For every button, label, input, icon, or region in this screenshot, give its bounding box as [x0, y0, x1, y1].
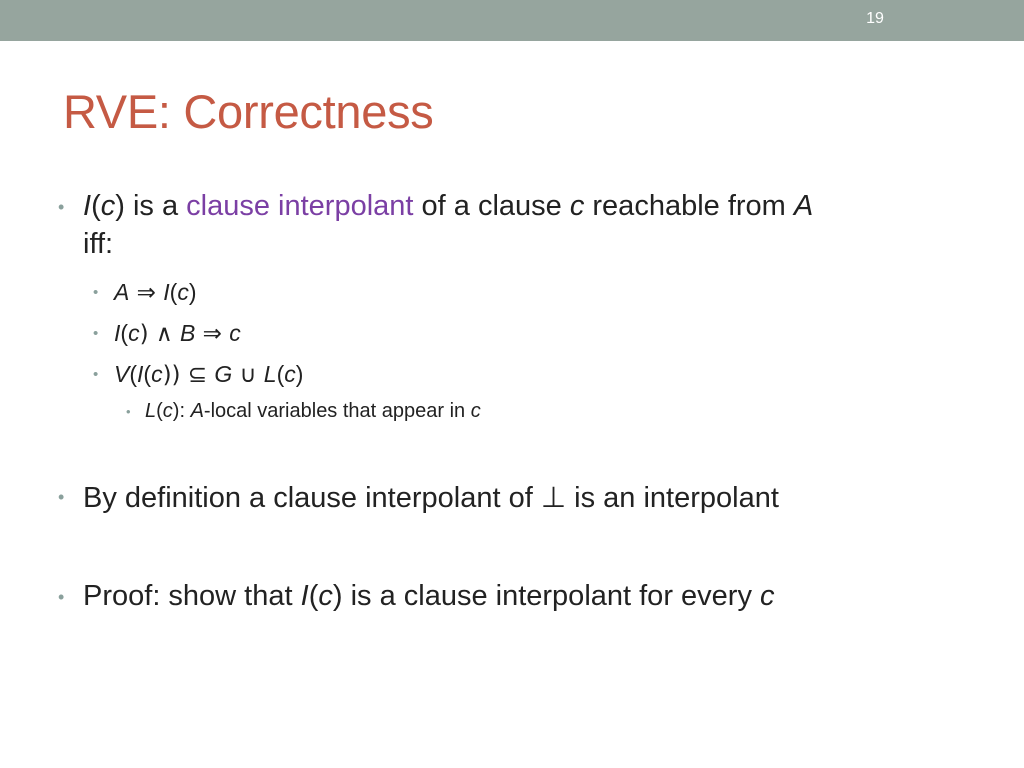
math-c: c — [100, 190, 116, 222]
bullet-clause-interpolant-definition — [58, 190, 814, 223]
text-fragment: ( — [91, 190, 101, 222]
text-fragment: iff: — [83, 228, 114, 260]
bottom-symbol: ⊥ — [540, 480, 567, 514]
math-c: c — [284, 361, 296, 387]
math-i: I — [114, 320, 121, 346]
text-fragment: ( — [129, 361, 138, 387]
math-i: I — [83, 190, 92, 222]
math-i: I — [163, 279, 170, 305]
math-c: c — [128, 320, 140, 346]
text-fragment: of a clause — [413, 190, 570, 222]
math-v: V — [114, 361, 130, 387]
bullet-marker: • — [93, 366, 99, 383]
subset-symbol: )) ⊆ — [162, 362, 215, 388]
math-c: c — [760, 580, 775, 612]
math-c: c — [470, 400, 481, 422]
math-i: I — [137, 361, 144, 387]
math-c: c — [151, 361, 163, 387]
bullet-marker: • — [58, 487, 65, 507]
implies-symbol: ⇒ — [129, 280, 164, 306]
text-fragment: ): — [172, 400, 191, 422]
text-fragment: ( — [156, 400, 163, 422]
math-b: B — [180, 320, 196, 346]
bullet-marker: • — [93, 284, 99, 301]
math-c: c — [162, 400, 173, 422]
bullet-continuation — [83, 228, 113, 261]
math-c: c — [229, 320, 241, 346]
math-i: I — [300, 580, 309, 612]
bullet-bottom-interpolant — [58, 480, 779, 515]
union-symbol: ∪ — [232, 362, 264, 388]
bullet-marker: • — [58, 197, 65, 217]
text-fragment: ( — [276, 361, 285, 387]
sub-bullet-variables-subset — [93, 361, 304, 388]
math-c: c — [177, 279, 189, 305]
math-a: A — [190, 400, 204, 422]
text-fragment: -local variables that appear in — [203, 400, 471, 422]
bullet-marker: • — [126, 404, 131, 419]
math-l: L — [145, 400, 157, 422]
implies-symbol: ⇒ — [195, 321, 230, 347]
math-g: G — [214, 361, 233, 387]
text-fragment: Proof: show that — [83, 580, 301, 612]
text-fragment: ( — [308, 580, 319, 612]
text-fragment: ( — [143, 361, 152, 387]
text-fragment: reachable from — [584, 190, 794, 222]
bullet-marker: • — [58, 587, 65, 607]
text-fragment: ) — [188, 279, 197, 305]
sub-sub-bullet-local-variables — [126, 400, 481, 423]
text-fragment: By definition a clause interpolant of — [83, 482, 541, 514]
text-fragment: ) — [295, 361, 304, 387]
math-l: L — [263, 361, 277, 387]
and-symbol: ) ∧ — [139, 321, 180, 347]
math-c: c — [318, 580, 333, 612]
bullet-marker: • — [93, 325, 99, 342]
sub-bullet-i-and-b-implies-c — [93, 320, 241, 347]
math-c: c — [569, 190, 585, 222]
slide-title: RVE: Correctness — [63, 85, 434, 138]
term-clause-interpolant: clause interpolant — [186, 190, 414, 222]
text-fragment: ( — [120, 320, 129, 346]
page-number: 19 — [866, 10, 884, 27]
text-fragment: is an interpolant — [566, 482, 779, 514]
bullet-proof — [58, 580, 775, 613]
text-fragment: ( — [169, 279, 178, 305]
sub-bullet-a-implies-i — [93, 279, 197, 306]
text-fragment: ) is a — [115, 190, 187, 222]
math-a: A — [793, 190, 814, 222]
text-fragment: ) is a clause interpolant for every — [332, 580, 761, 612]
math-a: A — [114, 279, 130, 305]
